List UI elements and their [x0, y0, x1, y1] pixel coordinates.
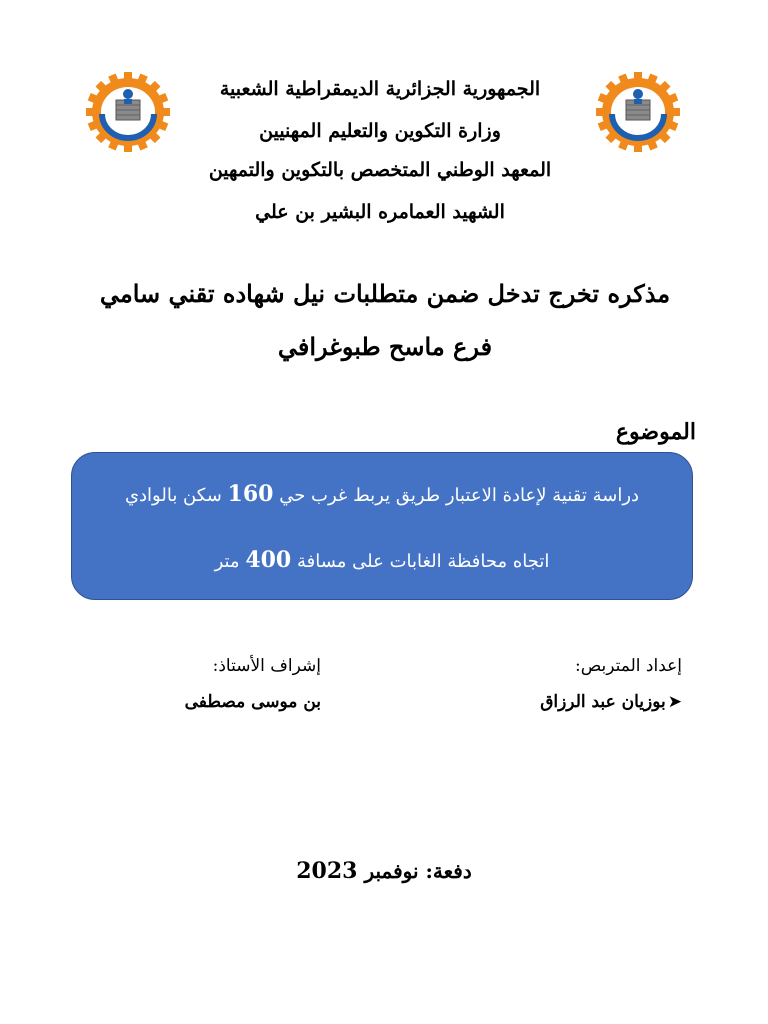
promotion-year: 2023 — [296, 858, 358, 884]
institute-dedication: الشهيد العمامره البشير بن علي — [255, 201, 505, 223]
topic-line-1-text-a: دراسة تقنية لإعادة الاعتبار طريق يربط غرب حي — [279, 485, 640, 506]
topic-line-1-text-b: سكن بالوادي — [124, 485, 222, 506]
topic-line-2-number: 400 — [245, 547, 292, 573]
topic-line-2 — [82, 545, 682, 577]
promotion-line — [200, 856, 568, 886]
topic-line-1-number: 160 — [227, 481, 274, 507]
prepared-by-label: إعداد المتربص: — [574, 656, 682, 676]
emblem-figure-head — [633, 89, 643, 99]
emblem-figure-body — [634, 99, 642, 104]
student-name: بوزيان عبد الرزاق — [540, 692, 666, 712]
promotion-label: دفعة: نوفمبر — [364, 859, 472, 883]
emblem-figure-body — [124, 99, 132, 104]
topic-line-2-text-b: متر — [214, 551, 240, 572]
specialty-title: فرع ماسح طبوغرافي — [277, 332, 493, 361]
arrowhead-bullet-icon: ➤ — [667, 692, 682, 712]
ministry-name: وزارة التكوين والتعليم المهنيين — [259, 120, 501, 142]
topic-line-1 — [82, 479, 682, 511]
institute-name: المعهد الوطني المتخصص بالتكوين والتمهين — [208, 159, 552, 181]
thesis-title: مذكره تخرج تدخل ضمن متطلبات نيل شهاده تقني سامي — [99, 279, 671, 308]
topic-box — [71, 452, 693, 600]
emblem-figure-head — [123, 89, 133, 99]
supervised-by-label: إشراف الأستاذ: — [212, 656, 321, 676]
topic-line-2-text-a: اتجاه محافظة الغابات على مسافة — [296, 551, 550, 572]
republic-name: الجمهورية الجزائرية الديمقراطية الشعبية — [219, 78, 541, 100]
student-entry — [540, 690, 682, 714]
topic-label: الموضوع — [615, 419, 696, 445]
professor-name: بن موسى مصطفى — [184, 692, 321, 712]
